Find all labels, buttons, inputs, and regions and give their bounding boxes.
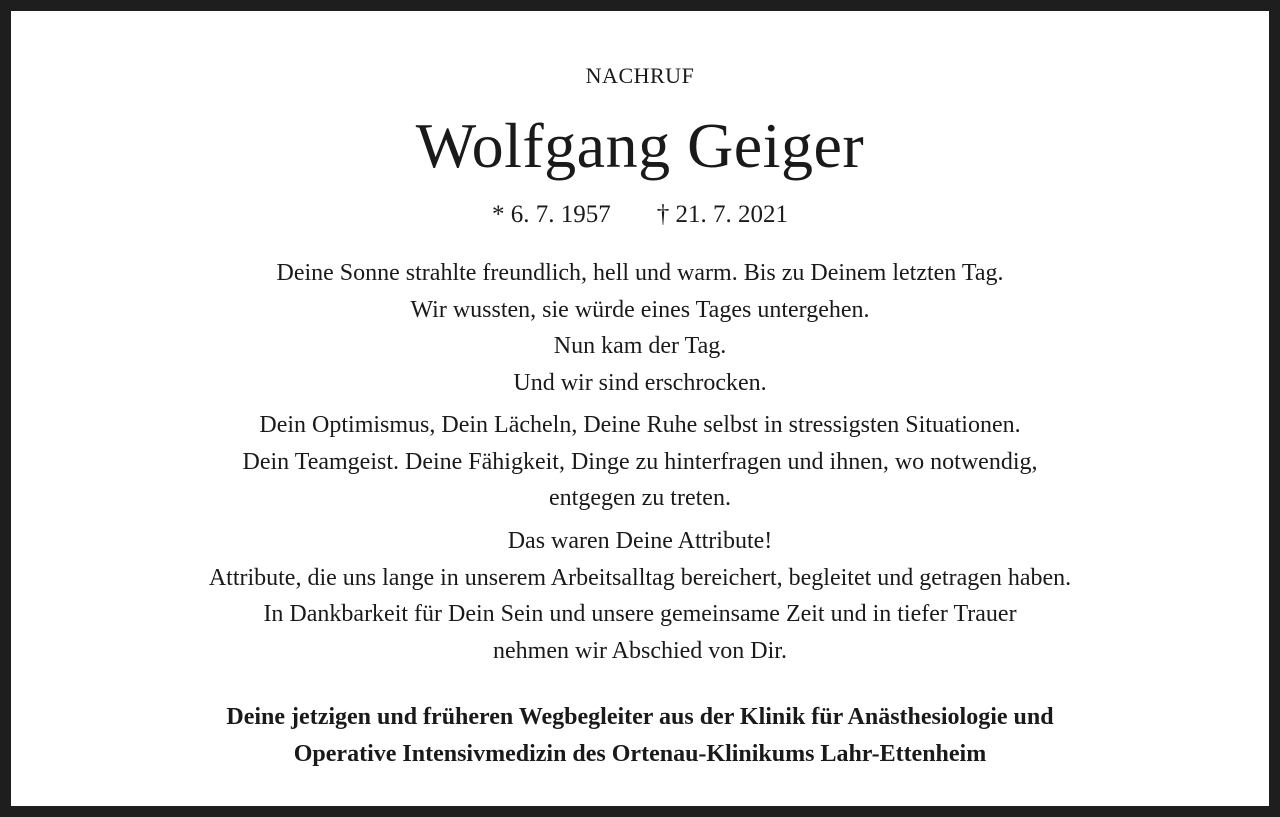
death-date: † 21. 7. 2021 <box>656 201 788 228</box>
signature-line: Operative Intensivmedizin des Ortenau-Klinikums Lahr-Ettenheim <box>293 741 987 767</box>
life-dates <box>11 201 1269 229</box>
stanza-line: Nun kam der Tag. <box>553 333 727 359</box>
stanza-line: entgegen zu treten. <box>549 485 731 511</box>
stanza-line: Dein Teamgeist. Deine Fähigkeit, Dinge zu hinterfragen und ihnen, wo notwendig, <box>242 448 1038 475</box>
signature-block <box>11 699 1269 773</box>
birth-date: * 6. 7. 1957 <box>492 201 611 228</box>
stanza-line: Dein Optimismus, Dein Lächeln, Deine Ruhe selbst in stressigsten Situationen. <box>259 412 1021 438</box>
stanza-line: Wir wussten, sie würde eines Tages untergehen. <box>410 296 870 323</box>
stanza-3 <box>11 523 1269 669</box>
stanza-2 <box>11 407 1269 517</box>
stanza-line: Und wir sind erschrocken. <box>513 369 767 396</box>
obituary-label: NACHRUF <box>585 63 695 88</box>
stanza-line: Attribute, die uns lange in unserem Arbeitsalltag bereichert, begleitet und getragen haben. <box>208 564 1072 591</box>
stanza-line: In Dankbarkeit für Dein Sein und unsere gemeinsame Zeit und in tiefer Trauer <box>263 601 1017 627</box>
deceased-name: Wolfgang Geiger <box>415 110 865 181</box>
stanza-1 <box>11 255 1269 401</box>
stanza-line: nehmen wir Abschied von Dir. <box>493 637 787 664</box>
stanza-line: Deine Sonne strahlte freundlich, hell und warm. Bis zu Deinem letzten Tag. <box>276 260 1004 286</box>
stanza-line: Das waren Deine Attribute! <box>507 528 773 554</box>
signature-line: Deine jetzigen und früheren Wegbegleiter aus der Klinik für Anästhesiologie und <box>226 704 1054 730</box>
